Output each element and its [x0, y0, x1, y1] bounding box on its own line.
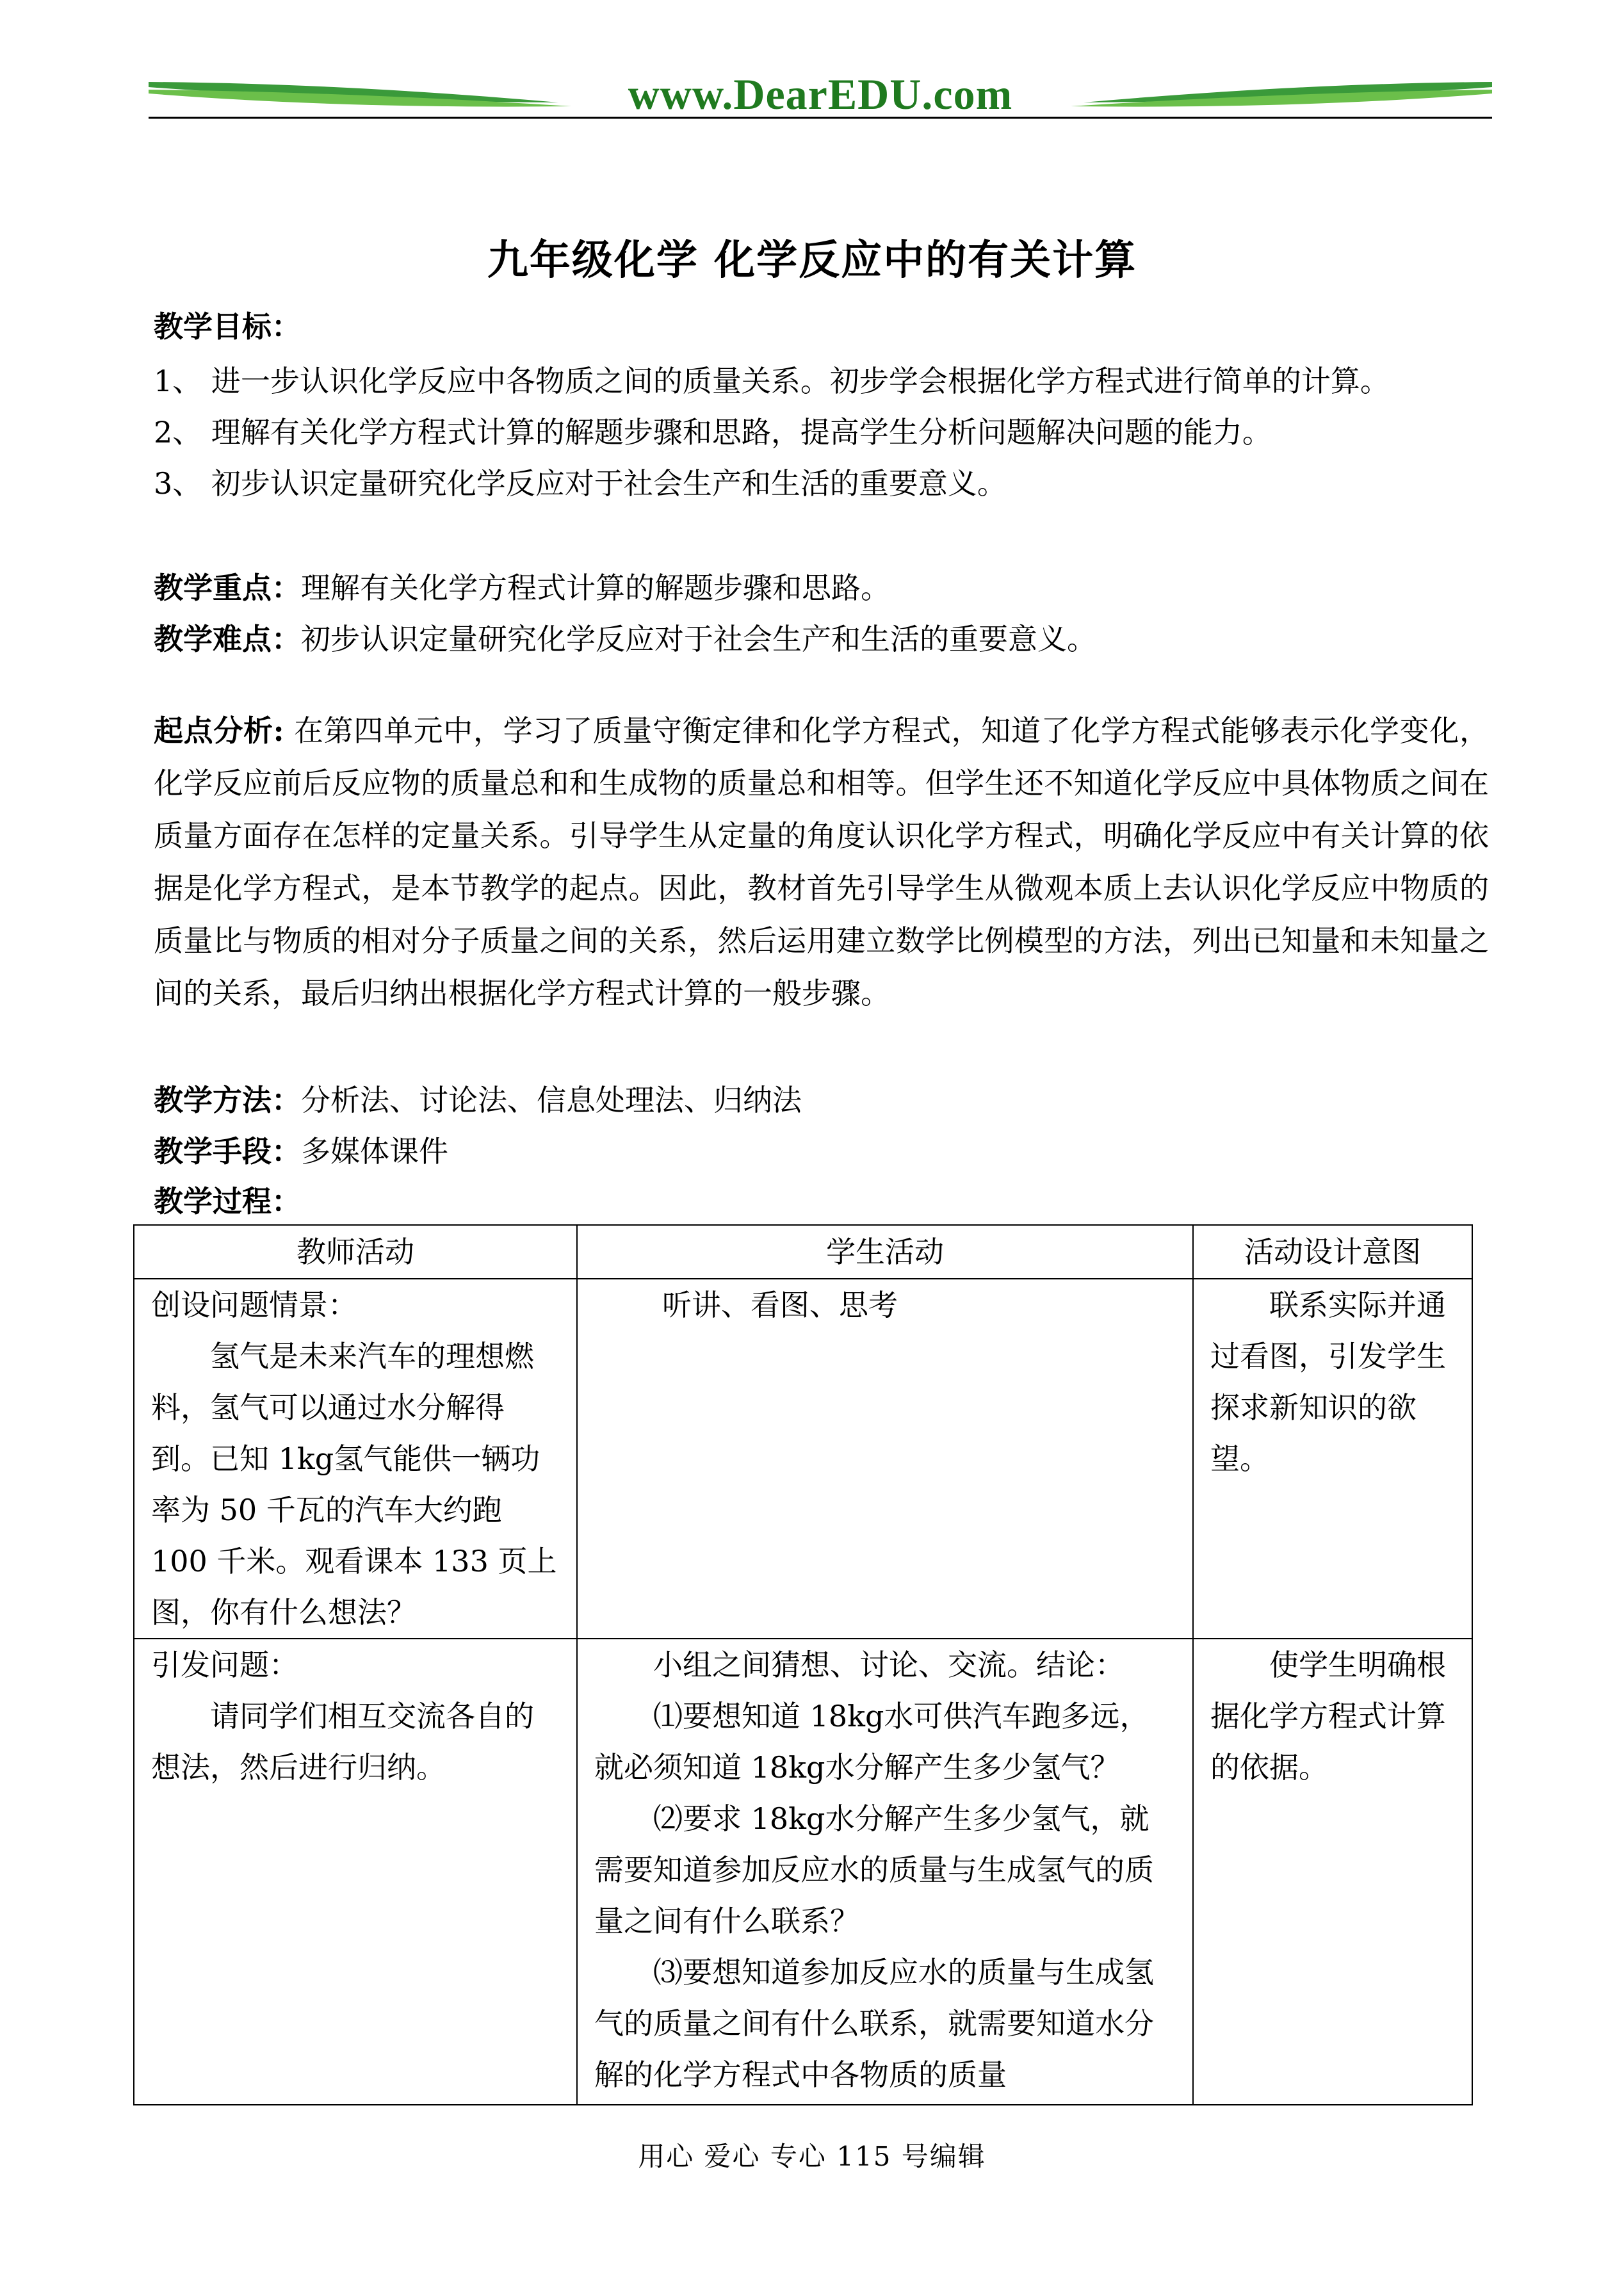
design-intent-text: 联系实际并通过看图，引发学生探求新知识的欲望。	[1210, 1288, 1446, 1476]
objectives-label: 教学目标：	[154, 309, 301, 344]
teaching-process-table	[133, 1224, 1473, 2105]
header-banner	[149, 64, 1492, 128]
teacher-activity-title: 引发问题：	[151, 1648, 298, 1682]
key-point	[154, 562, 1489, 613]
design-intent-text: 使学生明确根据化学方程式计算的依据。	[1210, 1648, 1446, 1785]
starting-analysis	[154, 704, 1489, 1019]
teaching-means-text: 多媒体课件	[301, 1134, 448, 1169]
student-activity-line: ⑶要想知道参加反应水的质量与生成氢气的质量之间有什么联系，就需要知道水分解的化学方程式中各物质的质量	[594, 1955, 1154, 2092]
teacher-activity-cell	[134, 1639, 577, 2105]
objectives-heading	[154, 301, 1489, 352]
student-activity-line: ⑴要想知道 18kg水可供汽车跑多远，就必须知道 18kg水分解产生多少氢气？	[594, 1699, 1149, 1785]
difficult-point-text: 初步认识定量研究化学反应对于社会生产和生活的重要意义。	[301, 622, 1096, 656]
objective-item: 3、 初步认识定量研究化学反应对于社会生产和生活的重要意义。	[154, 466, 1007, 501]
teacher-activity-cell	[134, 1279, 577, 1639]
design-intent-cell	[1193, 1279, 1472, 1639]
student-activity-line: 小组之间猜想、讨论、交流。结论：	[653, 1648, 1125, 1682]
objective-item: 1、 进一步认识化学反应中各物质之间的质量关系。初步学会根据化学方程式进行简单的计算。	[154, 364, 1390, 398]
teaching-means	[154, 1126, 1489, 1177]
page-footer: 用心 爱心 专心 115 号编辑	[638, 2141, 986, 2172]
teaching-process-heading	[154, 1176, 1489, 1227]
teaching-method	[154, 1075, 1489, 1126]
table-row	[134, 1279, 1472, 1639]
student-activity-line: 听讲、看图、思考	[662, 1288, 898, 1322]
column-header: 教师活动	[134, 1225, 577, 1279]
teacher-activity-body: 氢气是未来汽车的理想燃料，氢气可以通过水分解得到。已知 1kg氢气能供一辆功率为 50 千瓦的汽车大约跑 100 千米。观看课本 133 页上图，你有什么想法？	[151, 1339, 557, 1630]
starting-analysis-label: 起点分析:	[154, 713, 284, 748]
objective-item: 2、 理解有关化学方程式计算的解题步骤和思路，提高学生分析问题解决问题的能力。	[154, 415, 1272, 450]
student-activity-cell	[577, 1279, 1193, 1639]
teaching-method-label: 教学方法：	[154, 1083, 301, 1117]
key-point-label: 教学重点：	[154, 571, 301, 605]
teaching-process-label: 教学过程：	[154, 1184, 301, 1219]
teaching-means-label: 教学手段：	[154, 1134, 301, 1169]
site-logo: www.DearEDU.com	[628, 70, 1013, 118]
starting-analysis-text: 在第四单元中，学习了质量守衡定律和化学方程式，知道了化学方程式能够表示化学变化，化学反应前后反应物的质量总和和生成物的质量总和相等。但学生还不知道化学反应中具体物质之间在质量方面存在怎样的定量关系。引导学生从定量的角度认识化学方程式，明确化学反应中有关计算的依据是化学方程式，是本节教学的起点。因此，教材首先引导学生从微观本质上去认识化学反应中物质的质量比与物质的相对分子质量之间的关系，然后运用建立数学比例模型的方法，列出已知量和未知量之间的关系，最后归纳出根据化学方程式计算的一般步骤。	[154, 713, 1489, 1010]
key-point-text: 理解有关化学方程式计算的解题步骤和思路。	[301, 571, 890, 605]
difficult-point	[154, 613, 1489, 665]
teacher-activity-title: 创设问题情景：	[151, 1288, 357, 1322]
table-row	[134, 1639, 1472, 2105]
table-header-row	[134, 1225, 1472, 1279]
design-intent-cell	[1193, 1639, 1472, 2105]
difficult-point-label: 教学难点：	[154, 622, 301, 656]
column-header: 活动设计意图	[1193, 1225, 1472, 1279]
student-activity-cell	[577, 1639, 1193, 2105]
student-activity-line: ⑵要求 18kg水分解产生多少氢气，就需要知道参加反应水的质量与生成氢气的质量之间有什么联系？	[594, 1801, 1154, 1938]
page-title: 九年级化学 化学反应中的有关计算	[487, 236, 1137, 284]
column-header: 学生活动	[577, 1225, 1193, 1279]
teacher-activity-body: 请同学们相互交流各自的想法，然后进行归纳。	[151, 1699, 534, 1785]
teaching-method-text: 分析法、讨论法、信息处理法、归纳法	[301, 1083, 802, 1117]
